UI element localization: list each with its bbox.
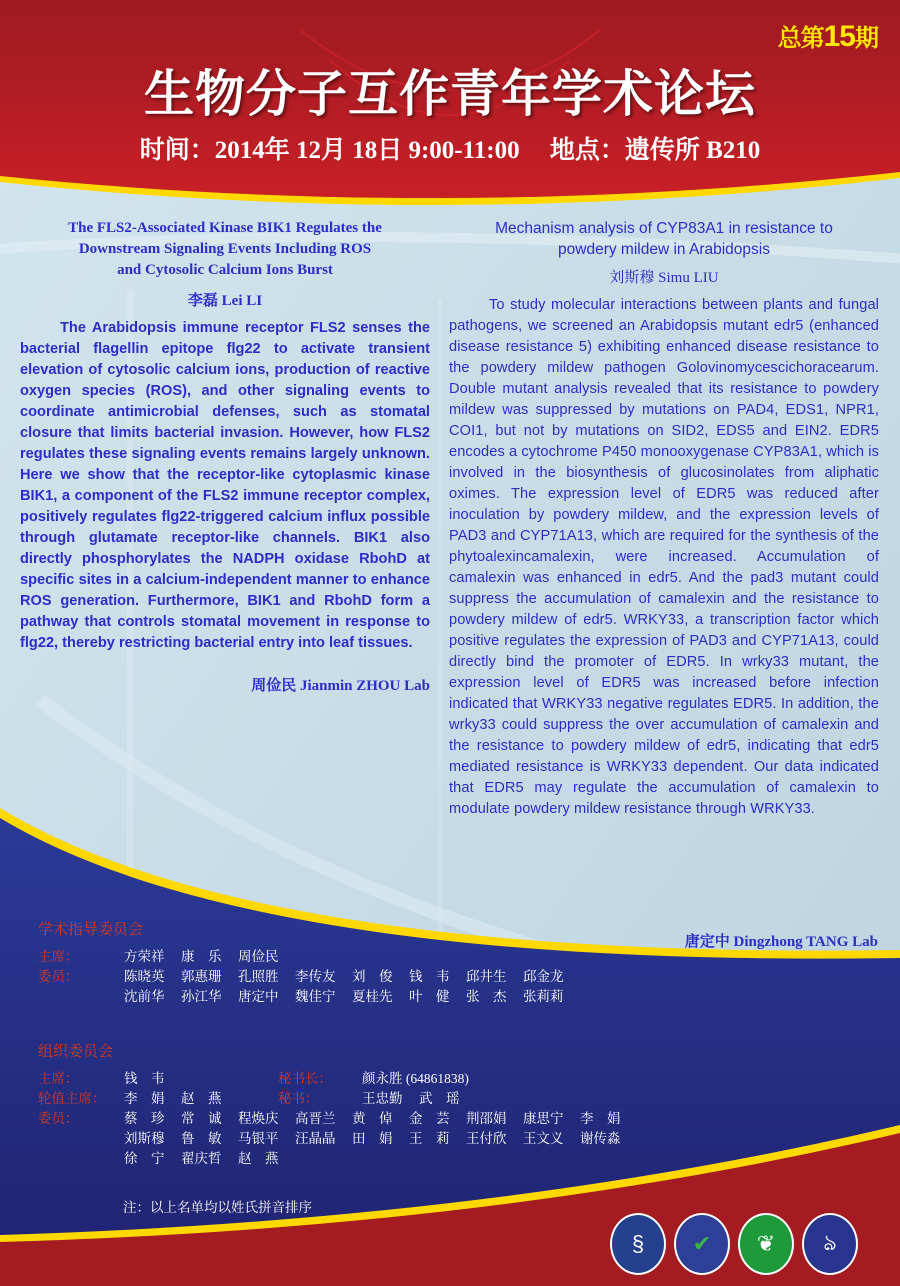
person-name: 谢传淼	[580, 1131, 621, 1147]
footnote: 注：以上名单均以姓氏拼音排序	[123, 1200, 312, 1216]
organizing-chair-row	[38, 1069, 644, 1089]
person-name: 金 芸	[409, 1111, 450, 1127]
abstract-text: The Arabidopsis immune receptor FLS2 senses the bacterial flagellin epitope flg22 to activate transient elevation of cytosolic calcium ions, production of reactive oxygen species (ROS), and other signaling events to coordinate antimicrobial defenses, such as stomatal closure that limits bacterial invasion. However, how FLS2 regulates these signaling events remains largely unknown. Here we show that the receptor-like cytoplasmic kinase BIK1, a component of the FLS2 immune receptor complex, positively regulates flg22-triggered calcium influx possible through glutamate receptor-like channels. BIK1 also directly phosphorylates the NADPH oxidase RbohD at specific sites in a calcium-independent manner to enhance ROS generation. Furthermore, BIK1 and RbohD form a pathway that controls stomatal movement in response to flg22, thereby restricting bacterial entry into leaf tissues.	[20, 320, 430, 651]
person-name: 王 莉	[409, 1131, 450, 1147]
person-name: 荆邵娟	[466, 1111, 507, 1127]
plant-genomics-lab-logo-icon: ❦	[738, 1213, 794, 1275]
institute-of-microbiology-logo-icon: §	[610, 1213, 666, 1275]
person-name: 常 诚	[181, 1111, 222, 1127]
institution-logos	[610, 1213, 858, 1275]
rotating-chair-names	[124, 1089, 274, 1109]
issue-prefix: 总第	[777, 24, 824, 52]
rotating-chair-row	[38, 1089, 644, 1109]
person-name: 田 娟	[352, 1131, 393, 1147]
institute-of-zoology-logo-icon: ঌ	[802, 1213, 858, 1275]
person-name: 刘 俊	[352, 969, 393, 985]
person-name: 王付欣	[466, 1131, 507, 1147]
talk-1-speaker: 李磊 Lei LI	[187, 293, 263, 309]
person-name: 刘斯穆	[124, 1131, 165, 1147]
person-name: 汪晶晶	[295, 1131, 336, 1147]
person-name: 叶 健	[409, 989, 450, 1005]
event-place: 地点：遗传所 B210	[549, 137, 761, 164]
person-name: 高晋兰	[295, 1111, 336, 1127]
person-name: 武 瑶	[419, 1091, 460, 1107]
person-name: 周俭民	[238, 949, 279, 965]
talk-2-speaker: 刘斯穆 Simu LIU	[609, 270, 719, 286]
abstract-text: To study molecular interactions between plants and fungal pathogens, we screened an Arabidopsis mutant edr5 (enhanced disease resistance 5) exhibiting enhanced disease resistance to the powdery mildew pathogen Golovinomycescichoracearum. Double mutant analysis revealed that its resistance to powdery mildew was suppressed by mutations on PAD4, EDS1, NPR1, COI1, but not by mutations on SID2, EDS5 and EIN2. EDR5 encodes a cytochrome P450 monooxygenase CYP83A1, which is involved in the biosynthesis of glucosinolates from aliphatic oximes. The expression level of EDR5 was reduced after inoculation by powdery mildew, and the expression levels of PAD3 and CYP71A13, which are required for the synthesis of the phytoalexincamalexin, were increased. Accumulation of camalexin was enhanced in edr5. And the pad3 mutant could suppress the accumulation of camalexin and the resistance to powdery mildew of edr5. WRKY33, a transcription factor which positive regulates the expression of PAD3 and CYP71A13, could directly bind the promoter of EDR5. In wrky33 mutant, the expression level of EDR5 was increased before infection indicated that WRKY33 negative regulates EDR5. In addition, the wrky33 could suppress the over accumulation of camalexin and the resistance to powdery mildew of edr5, indicating that edr5 mediated resistance is WRKY33 dependent. Our data indicated that EDR5 may regulate the accumulation of camalexin to modulate powdery mildew resistance through WRKY33.	[449, 297, 879, 817]
person-name: 邱金龙	[523, 969, 564, 985]
person-name: 徐 宁	[124, 1151, 165, 1167]
person-name: 赵 燕	[181, 1091, 222, 1107]
talk-2	[449, 218, 879, 820]
academic-members-row	[38, 967, 624, 1007]
person-name: 孙江华	[181, 989, 222, 1005]
forum-title: 生物分子互作青年学术论坛	[144, 65, 756, 123]
person-name: 李 娟	[580, 1111, 621, 1127]
talk-1	[20, 218, 430, 695]
member-names	[124, 967, 594, 1007]
person-name: 沈前华	[124, 989, 165, 1005]
person-name: 李传友	[295, 969, 336, 985]
issue-number: 15	[823, 20, 855, 53]
rotating-chair-label: 轮值主席：	[38, 1091, 106, 1107]
person-name: 赵 燕	[238, 1151, 279, 1167]
secretary-general-label: 秘书长：	[278, 1071, 332, 1087]
secretary-names	[362, 1089, 562, 1109]
organizing-committee-heading: 组织委员会	[38, 1042, 114, 1060]
person-name: 黄 倬	[352, 1111, 393, 1127]
member-names	[124, 1109, 644, 1169]
person-name: 李 娟	[124, 1091, 165, 1107]
title-line: Mechanism analysis of CYP83A1 in resistance to	[495, 220, 833, 237]
person-name: 翟庆哲	[181, 1151, 222, 1167]
talk-1-title	[20, 218, 430, 281]
person-name: 唐定中	[238, 989, 279, 1005]
person-name: 鲁 敏	[181, 1131, 222, 1147]
members-label: 委员：	[38, 969, 79, 985]
person-name: 钱 韦	[409, 969, 450, 985]
academic-committee-heading: 学术指导委员会	[38, 920, 144, 938]
person-name: 方荣祥	[124, 949, 165, 965]
person-name: 蔡 珍	[124, 1111, 165, 1127]
time-place-line	[0, 130, 900, 166]
person-name: 马银平	[238, 1131, 279, 1147]
person-name: 魏佳宁	[295, 989, 336, 1005]
title-line: powdery mildew in Arabidopsis	[558, 241, 770, 258]
issue-number-badge	[778, 18, 878, 54]
talk-2-abstract	[449, 295, 879, 820]
chair-names	[124, 1069, 274, 1089]
organizing-members-row	[38, 1109, 644, 1169]
academic-committee	[38, 918, 624, 1007]
person-name: 康 乐	[181, 949, 222, 965]
academic-chairs-row	[38, 947, 624, 967]
organizing-committee	[38, 1040, 644, 1169]
person-name: 孔照胜	[238, 969, 279, 985]
person-name: 康思宁	[523, 1111, 564, 1127]
person-name: 张莉莉	[523, 989, 564, 1005]
person-name: 夏桂先	[352, 989, 393, 1005]
person-name: 钱 韦	[124, 1071, 165, 1087]
institute-of-genetics-logo-icon: ✔	[674, 1213, 730, 1275]
members-label: 委员：	[38, 1111, 79, 1127]
chair-label: 主席：	[38, 1071, 79, 1087]
event-time: 时间：2014年 12月 18日 9:00-11:00	[139, 137, 520, 164]
person-name: 邱井生	[466, 969, 507, 985]
talk-2-title	[449, 218, 879, 260]
chair-label: 主席：	[38, 949, 79, 965]
person-name: 陈晓英	[124, 969, 165, 985]
chair-names	[124, 947, 624, 967]
person-name: 张 杰	[466, 989, 507, 1005]
title-line: Downstream Signaling Events Including ROS	[78, 241, 372, 257]
issue-suffix: 期	[855, 24, 878, 52]
person-name: 程焕庆	[238, 1111, 279, 1127]
secretary-general: 颜永胜 (64861838)	[362, 1071, 469, 1086]
person-name: 王文义	[523, 1131, 564, 1147]
person-name: 王忠勤	[362, 1091, 403, 1107]
title-line: The FLS2-Associated Kinase BIK1 Regulates the	[68, 220, 382, 236]
talk-1-abstract	[20, 318, 430, 654]
title-line: and Cytosolic Calcium Ions Burst	[117, 262, 333, 278]
talk-1-lab: 周俭民 Jianmin ZHOU Lab	[251, 678, 430, 694]
person-name: 郭惠珊	[181, 969, 222, 985]
talk-2-lab: 唐定中 Dingzhong TANG Lab	[684, 934, 878, 950]
secretary-label: 秘书：	[278, 1091, 319, 1107]
